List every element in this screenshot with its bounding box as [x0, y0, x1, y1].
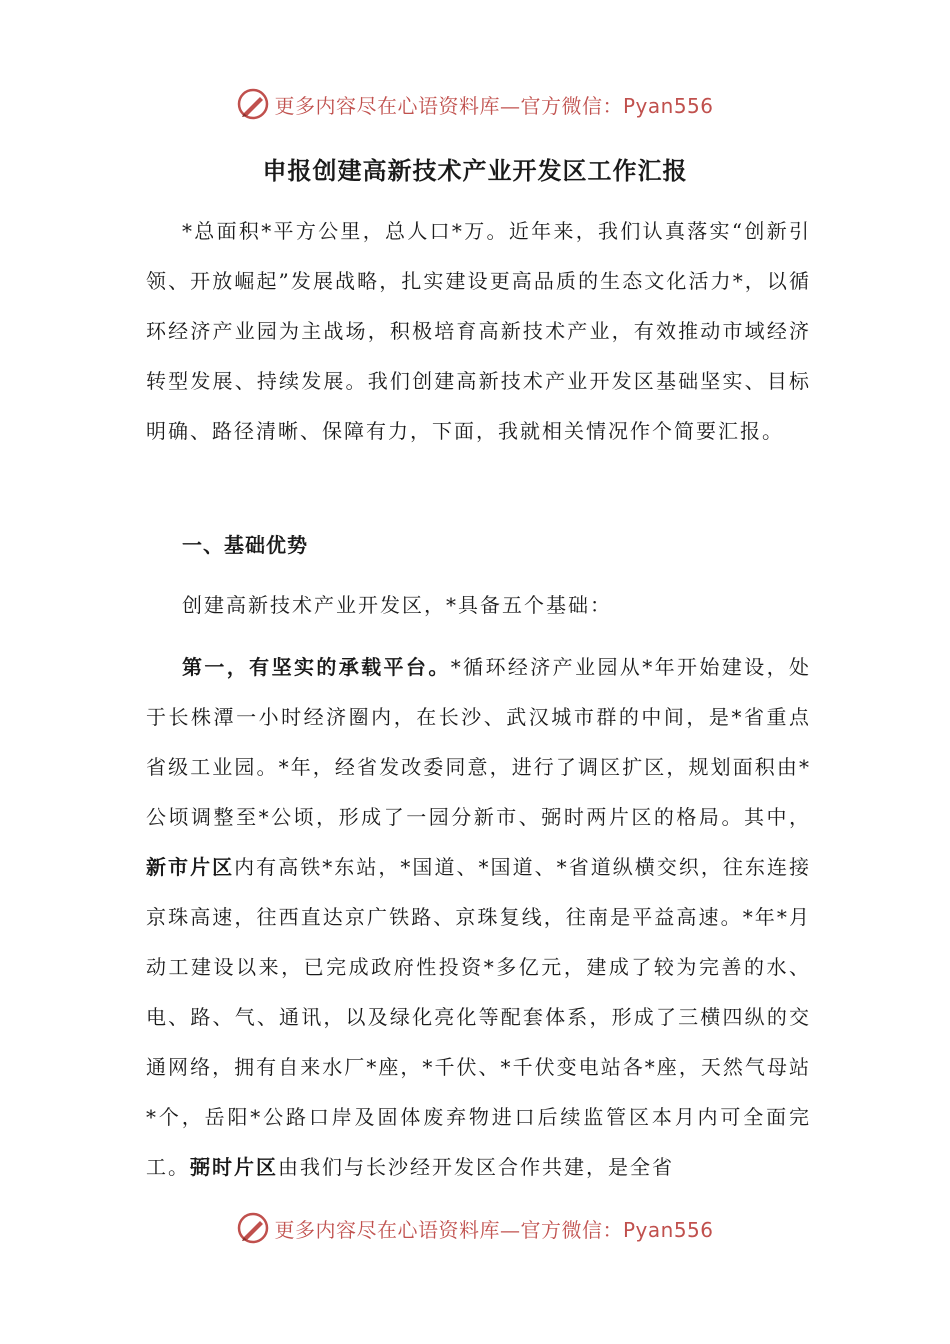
section-heading: 一、基础优势	[182, 533, 308, 557]
pen-logo-icon	[236, 1211, 270, 1245]
watermark-header	[0, 84, 950, 124]
point-one-text-e: 由我们与长沙经开发区合作共建，是全省	[278, 1155, 674, 1179]
pen-logo-icon	[236, 87, 270, 121]
point-one-text-c: 内有高铁*东站，*国道、*国道、*省道纵横交织，往东连接京珠高速，往西直达京广铁路、京珠复线，往南是平益高速。*年*月动工建设以来，已完成政府性投资*多亿元，建成了较为完善的水、电、路、气、通讯，以及绿化亮化等配套体系，形成了三横四纵的交通网络，拥有自来水厂*座，*千伏、*千伏变电站各*座，天然气母站*个，岳阳*公路口岸及固体废弃物进口后续监管区本月内可全面完工。	[146, 855, 812, 1179]
section-intro-paragraph: 创建高新技术产业开发区，*具备五个基础：	[182, 593, 612, 617]
intro-paragraph: *总面积*平方公里，总人口*万。近年来，我们认真落实“创新引领、开放崛起”发展战略，扎实建设更高品质的生态文化活力*，以循环经济产业园为主战场，积极培育高新技术产业，有效推动市域经济转型发展、持续发展。我们创建高新技术产业开发区基础坚实、目标明确、路径清晰、保障有力，下面，我就相关情况作个简要汇报。	[146, 219, 811, 443]
watermark-text: 更多内容尽在心语资料库—官方微信：Pyan556	[274, 93, 714, 118]
watermark-text: 更多内容尽在心语资料库—官方微信：Pyan556	[274, 1217, 714, 1242]
xinshi-area-label: 新市片区	[146, 855, 235, 879]
point-one-lead: 第一，有坚实的承载平台。	[182, 655, 451, 679]
document-title: 申报创建高新技术产业开发区工作汇报	[262, 157, 688, 185]
point-one-paragraph	[146, 642, 811, 1192]
point-one-text-a: *循环经济产业园从*年开始建设，处于长株潭一小时经济圈内，在长沙、武汉城市群的中间，是*省重点省级工业园。*年，经省发改委同意，进行了调区扩区，规划面积由*公顷调整至*公顷，形成了一园分新市、弼时两片区的格局。其中，	[146, 655, 812, 829]
bishi-area-label: 弼时片区	[190, 1155, 278, 1179]
watermark-footer	[0, 1208, 950, 1248]
